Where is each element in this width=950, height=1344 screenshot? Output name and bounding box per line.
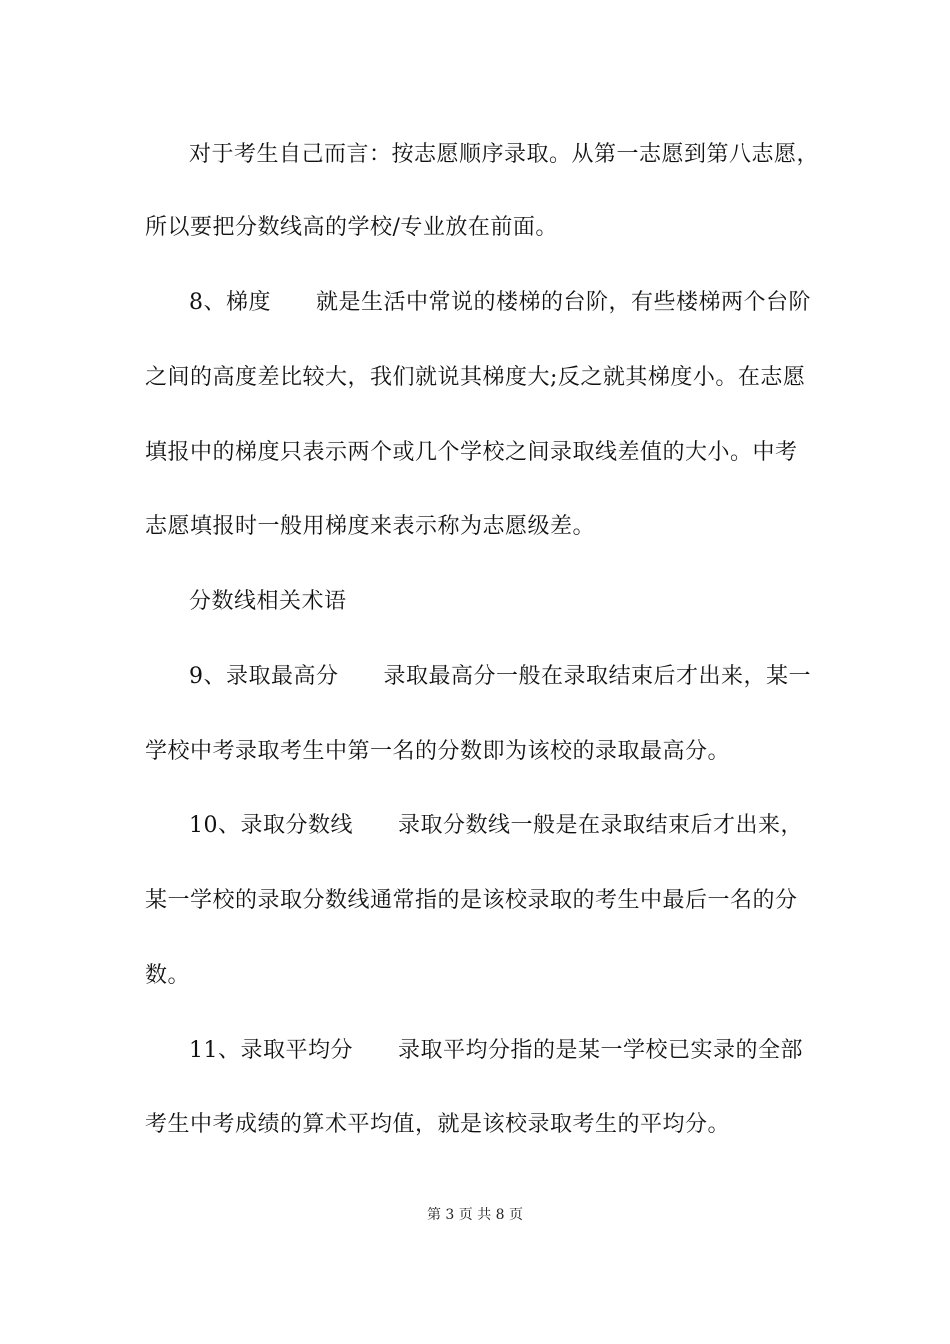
section-heading: 分数线相关术语 [189, 589, 347, 614]
page-number-footer: 第 3 页 共 8 页 [426, 1207, 524, 1223]
term-10-cutoff-score-line-2: 某一学校的录取分数线通常指的是该校录取的考生中最后一名的分 [145, 888, 798, 913]
term-11-average-score-line-2: 考生中考成绩的算术平均值，就是该校录取考生的平均分。 [145, 1112, 731, 1137]
term-10-cutoff-score-line-3: 数。 [145, 963, 191, 988]
term-11-average-score-line-1: 11、录取平均分 录取平均分指的是某一学校已实录的全部 [189, 1038, 803, 1063]
term-10-cutoff-score-line-1: 10、录取分数线 录取分数线一般是在录取结束后才出来， [189, 813, 803, 838]
term-8-gradient-line-3: 填报中的梯度只表示两个或几个学校之间录取线差值的大小。中考 [145, 440, 798, 465]
paragraph-line-1: 对于考生自己而言：按志愿顺序录取。从第一志愿到第八志愿， [189, 142, 820, 167]
term-8-gradient-line-4: 志愿填报时一般用梯度来表示称为志愿级差。 [145, 514, 596, 539]
term-9-highest-score-line-2: 学校中考录取考生中第一名的分数即为该校的录取最高分。 [145, 739, 731, 764]
term-8-gradient-line-1: 8、梯度 就是生活中常说的楼梯的台阶，有些楼梯两个台阶 [189, 290, 811, 315]
term-8-gradient-line-2: 之间的高度差比较大，我们就说其梯度大;反之就其梯度小。在志愿 [145, 365, 806, 390]
paragraph-line-2: 所以要把分数线高的学校/专业放在前面。 [145, 215, 558, 240]
term-9-highest-score-line-1: 9、录取最高分 录取最高分一般在录取结束后才出来，某一 [189, 664, 811, 689]
